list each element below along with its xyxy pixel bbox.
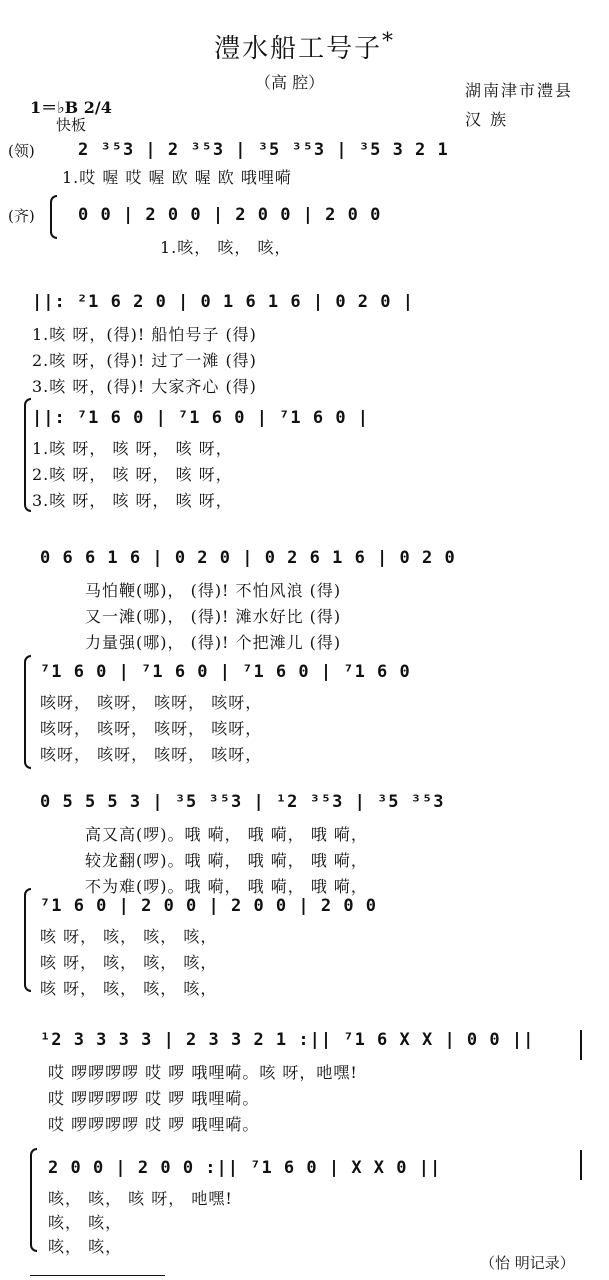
system-brace <box>24 398 31 512</box>
tempo-marking: 快板 <box>56 116 87 134</box>
system-brace <box>30 1148 37 1252</box>
lyrics-lead-4-v1: 高又高(啰)。哦 嗬， 哦 嗬， 哦 嗬， <box>85 825 368 844</box>
part-label-chorus: (齐) <box>8 207 35 225</box>
lyrics-chorus-5-v3: 咳， 咳， <box>48 1237 123 1256</box>
song-origin <box>465 78 573 130</box>
final-barline <box>580 1030 582 1060</box>
lyrics-lead-3-v2: 又一滩(哪)， (得)! 滩水好比 (得) <box>85 607 342 626</box>
lyrics-chorus-4-v3: 咳 呀， 咳， 咳， 咳， <box>40 979 218 998</box>
system-brace <box>24 888 31 992</box>
lyrics-chorus-1: 1.咳， 咳， 咳， <box>160 238 292 257</box>
notes-lead-4: 0 5 5 5 3 | ³5 ³⁵3 | ¹2 ³⁵3 | ³5 ³⁵3 <box>40 792 445 812</box>
lyrics-chorus-4-v1: 咳 呀， 咳， 咳， 咳， <box>40 927 218 946</box>
notes-chorus-2: ||: ⁷1 6 0 | ⁷1 6 0 | ⁷1 6 0 | <box>32 408 370 428</box>
lyrics-lead-3-v3: 力量强(哪)， (得)! 个把滩儿 (得) <box>85 633 342 652</box>
lyrics-lead-4-v2: 较龙翻(啰)。哦 嗬， 哦 嗬， 哦 嗬， <box>85 851 368 870</box>
lyrics-lead-1: 1.哎 喔 哎 喔 欧 喔 欧 哦哩嗬 <box>62 168 292 187</box>
footnote-rule <box>30 1275 165 1276</box>
song-subtitle: （高 腔） <box>255 73 325 92</box>
key-signature: 1＝♭B 2/4 <box>30 98 112 117</box>
notes-chorus-1: 0 0 | 2 0 0 | 2 0 0 | 2 0 0 <box>78 205 382 225</box>
part-label-lead: (领) <box>8 142 35 160</box>
system-brace <box>50 195 57 239</box>
lyrics-lead-2-v2: 2.咳 呀，(得)! 过了一滩 (得) <box>32 351 257 370</box>
lyrics-chorus-4-v2: 咳 呀， 咳， 咳， 咳， <box>40 953 218 972</box>
notes-chorus-4: ⁷1 6 0 | 2 0 0 | 2 0 0 | 2 0 0 <box>40 896 378 916</box>
lyrics-chorus-3-v1: 咳呀， 咳呀， 咳呀， 咳呀， <box>40 693 263 712</box>
origin-ethnicity: 汉 族 <box>465 110 509 129</box>
lyrics-lead-5-v1: 哎 啰啰啰啰 哎 啰 哦哩嗬。咳 呀，吔嘿! <box>48 1063 358 1082</box>
notes-chorus-5: 2 0 0 | 2 0 0 :|| ⁷1 6 0 | X X 0 || <box>48 1158 442 1178</box>
lyrics-chorus-2-v3: 3.咳 呀， 咳 呀， 咳 呀， <box>32 491 233 510</box>
notes-lead-3: 0 6 6 1 6 | 0 2 0 | 0 2 6 1 6 | 0 2 0 <box>40 548 456 568</box>
final-barline <box>580 1150 582 1180</box>
origin-place: 湖南津市澧县 <box>465 81 574 100</box>
lyrics-chorus-3-v2: 咳呀， 咳呀， 咳呀， 咳呀， <box>40 719 263 738</box>
lyrics-lead-2-v3: 3.咳 呀，(得)! 大家齐心 (得) <box>32 377 257 396</box>
notes-lead-2: ||: ²1 6 2 0 | 0 1 6 1 6 | 0 2 0 | <box>32 292 414 312</box>
lyrics-chorus-2-v2: 2.咳 呀， 咳 呀， 咳 呀， <box>32 465 233 484</box>
lyrics-lead-5-v2: 哎 啰啰啰啰 哎 啰 哦哩嗬。 <box>48 1089 260 1108</box>
notes-lead-1: 2 ³⁵3 | 2 ³⁵3 | ³5 ³⁵3 | ³5 3 2 1 <box>78 140 449 160</box>
lyrics-chorus-3-v3: 咳呀， 咳呀， 咳呀， 咳呀， <box>40 745 263 764</box>
lyrics-lead-5-v3: 哎 啰啰啰啰 哎 啰 哦哩嗬。 <box>48 1115 260 1134</box>
system-brace <box>24 655 31 769</box>
lyrics-chorus-5-v1: 咳， 咳， 咳 呀， 吔嘿! <box>48 1189 233 1208</box>
lyrics-lead-4-v3: 不为难(啰)。哦 嗬， 哦 嗬， 哦 嗬， <box>85 877 368 896</box>
notes-chorus-3: ⁷1 6 0 | ⁷1 6 0 | ⁷1 6 0 | ⁷1 6 0 <box>40 662 411 682</box>
lyrics-chorus-2-v1: 1.咳 呀， 咳 呀， 咳 呀， <box>32 439 233 458</box>
song-title: 澧水船工号子* <box>214 28 395 64</box>
notes-lead-5: ¹2 3 3 3 3 | 2 3 3 2 1 :|| ⁷1 6 X X | 0 0 || <box>40 1030 535 1050</box>
transcriber-credit: （怡 明记录） <box>480 1254 575 1272</box>
lyrics-chorus-5-v2: 咳， 咳， <box>48 1213 123 1232</box>
lyrics-lead-2-v1: 1.咳 呀，(得)! 船怕号子 (得) <box>32 325 257 344</box>
lyrics-lead-3-v1: 马怕鞭(哪)， (得)! 不怕风浪 (得) <box>85 581 342 600</box>
